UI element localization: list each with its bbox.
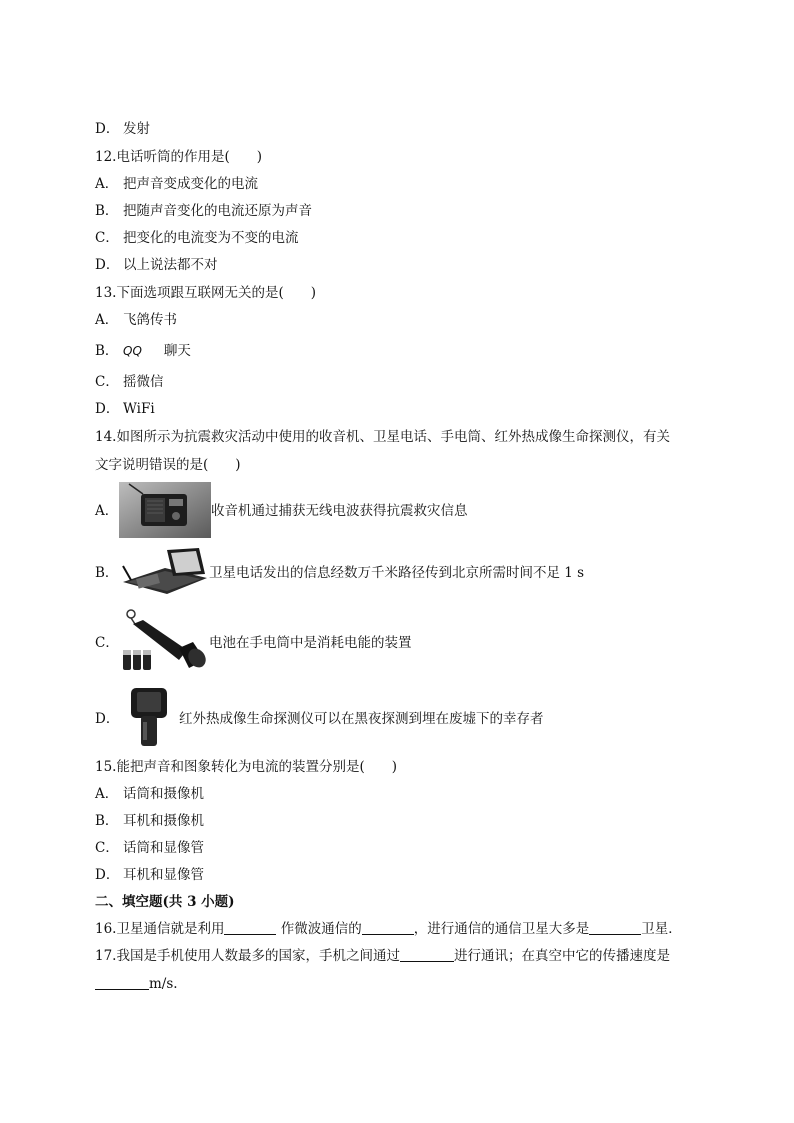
option-label: D． [95, 401, 120, 417]
option-label: D． [95, 711, 120, 727]
q13-option-d [95, 400, 155, 418]
option-text: 话筒和摄像机 [123, 786, 204, 802]
q14-option-a [95, 482, 695, 538]
q13-option-c [95, 373, 164, 391]
q11-option-d [95, 120, 150, 138]
radio-image [119, 482, 211, 538]
q17-line1 [95, 947, 670, 965]
q13-stem: 13.下面选项跟互联网无关的是( ) [95, 285, 317, 301]
qq-text: QQ [123, 344, 142, 358]
flashlight-image [117, 608, 207, 674]
option-label: A． [95, 176, 119, 192]
q15-option-a [95, 785, 204, 803]
q15-option-d [95, 866, 204, 884]
option-label: C． [95, 840, 119, 856]
satellite-phone-image [117, 546, 209, 598]
option-text: 红外热成像生命探测仪可以在黑夜探测到埋在废墟下的幸存者 [179, 711, 544, 727]
q12-option-d [95, 256, 218, 274]
option-text: 耳机和显像管 [123, 867, 204, 883]
option-label: C． [95, 374, 119, 390]
option-label: C． [95, 635, 119, 651]
option-label: B． [95, 343, 119, 359]
answer-blank[interactable] [362, 921, 414, 935]
section-title: 二、填空题(共 3 小题) [95, 894, 235, 910]
option-text: 聊天 [163, 343, 191, 359]
q16-text-3: ，进行通信的通信卫星大多是 [413, 921, 590, 937]
q13-option-a [95, 311, 177, 329]
option-label: B． [95, 203, 119, 219]
q17-text-2: 进行通讯；在真空中它的传播速度是 [453, 948, 670, 964]
option-text: 收音机通过捕获无线电波获得抗震救灾信息 [211, 503, 468, 519]
q14-option-d [95, 686, 715, 750]
option-text: 把随声音变化的电流还原为声音 [123, 203, 312, 219]
q12-option-b [95, 202, 312, 220]
q12-stem: 12.电话听筒的作用是( ) [95, 149, 263, 165]
option-text: 卫星电话发出的信息经数万千米路径传到北京所需时间不足 1 s [209, 565, 585, 581]
option-label: A． [95, 312, 119, 328]
option-text: 把声音变成变化的电流 [123, 176, 258, 192]
q14-stem-line1: 14.如图所示为抗震救灾活动中使用的收音机、卫星电话、手电筒、红外热成像生命探测仪，有关 [95, 429, 670, 445]
q17-text-3: m/s. [149, 976, 178, 992]
answer-blank[interactable] [224, 921, 276, 935]
q14-option-c [95, 608, 695, 674]
option-text: WiFi [123, 401, 155, 417]
q14-option-b [95, 546, 715, 598]
q12-option-a [95, 175, 258, 193]
option-label: C． [95, 230, 119, 246]
option-text: 发射 [123, 121, 150, 137]
q13-option-b [95, 342, 191, 360]
option-text: 耳机和摄像机 [123, 813, 204, 829]
option-label: D． [95, 257, 120, 273]
option-text: 话筒和显像管 [123, 840, 204, 856]
q17-text-1: 17.我国是手机使用人数最多的国家，手机之间通过 [95, 948, 400, 964]
option-label: A． [95, 786, 119, 802]
q17-line2 [95, 975, 178, 993]
option-text: 飞鸽传书 [123, 312, 177, 328]
q16-text-2: 作微波通信的 [276, 921, 362, 937]
option-label: D． [95, 121, 120, 137]
answer-blank[interactable] [589, 921, 641, 935]
answer-blank[interactable] [400, 948, 454, 962]
option-text: 把变化的电流变为不变的电流 [123, 230, 299, 246]
q15-option-c [95, 839, 204, 857]
option-label: A． [95, 503, 119, 519]
option-label: D． [95, 867, 120, 883]
q15-option-b [95, 812, 204, 830]
answer-blank[interactable] [95, 976, 149, 990]
option-text: 以上说法都不对 [123, 257, 218, 273]
option-label: B． [95, 565, 119, 581]
q16-text-1: 16.卫星通信就是利用 [95, 921, 225, 937]
q14-stem-line2: 文字说明错误的是( ) [95, 457, 241, 473]
q15-stem: 15.能把声音和图象转化为电流的装置分别是( ) [95, 759, 398, 775]
option-text: 电池在手电筒中是消耗电能的装置 [209, 635, 412, 651]
q12-option-c [95, 229, 299, 247]
q16-text-4: 卫星． [641, 921, 682, 937]
option-text: 摇微信 [123, 374, 164, 390]
q16-line [95, 920, 682, 938]
option-label: B． [95, 813, 119, 829]
thermal-imager-image [127, 686, 173, 750]
